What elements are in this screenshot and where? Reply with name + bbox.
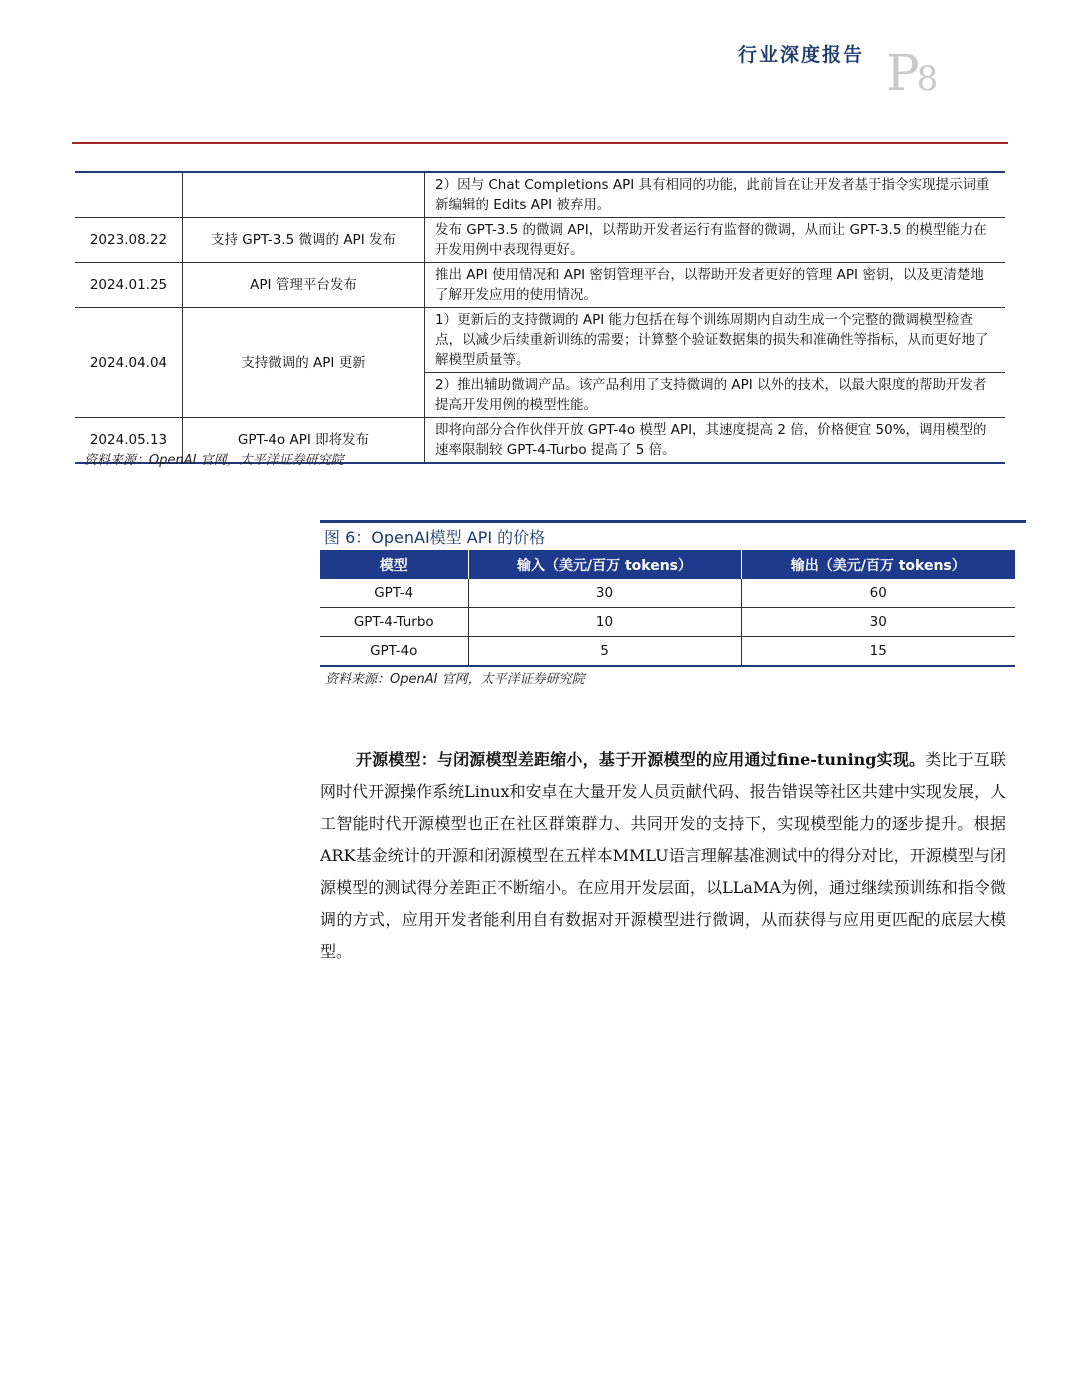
date-cell: 2024.05.13 xyxy=(75,418,183,464)
table-row xyxy=(75,172,1005,218)
page-letter: P xyxy=(886,44,917,102)
figure-title: 图 6：OpenAI模型 API 的价格 xyxy=(324,528,546,547)
table-row xyxy=(320,608,1015,637)
desc-cell: 推出 API 使用情况和 API 密钥管理平台，以帮助开发者更好的管理 API 密钥，以及更清楚地了解开发应用的使用情况。 xyxy=(425,263,1006,308)
date-cell: 2024.01.25 xyxy=(75,263,183,308)
table-source-note: 资料来源：OpenAI 官网，太平洋证券研究院 xyxy=(84,453,344,468)
input-price-cell: 5 xyxy=(468,637,741,667)
desc-cell: 1）更新后的支持微调的 API 能力包括在每个训练周期内自动生成一个完整的微调模型检查点，以减少后续重新训练的需要；计算整个验证数据集的损失和准确性等指标，从而更好地了解模型质量等。 xyxy=(425,308,1006,373)
table-row xyxy=(75,263,1005,308)
paragraph-lead: 开源模型：与闭源模型差距缩小，基于开源模型的应用通过fine-tuning实现。 xyxy=(356,750,926,769)
column-header-input: 输入（美元/百万 tokens） xyxy=(468,550,741,579)
model-cell: GPT-4 xyxy=(320,579,468,608)
event-cell: API 管理平台发布 xyxy=(183,263,425,308)
page-digit: 8 xyxy=(916,59,936,99)
report-header-title: 行业深度报告 xyxy=(737,44,864,66)
output-price-cell: 30 xyxy=(741,608,1015,637)
figure-source-note: 资料来源：OpenAI 官网，太平洋证券研究院 xyxy=(325,672,585,687)
model-cell: GPT-4-Turbo xyxy=(320,608,468,637)
date-cell xyxy=(75,172,183,218)
desc-cell: 2）因与 Chat Completions API 具有相同的功能，此前旨在让开发者基于指令实现提示词重新编辑的 Edits API 被弃用。 xyxy=(425,172,1006,218)
table-row xyxy=(75,308,1005,373)
output-price-cell: 60 xyxy=(741,579,1015,608)
table-row xyxy=(320,637,1015,667)
table-row xyxy=(320,579,1015,608)
page-number xyxy=(886,44,936,102)
input-price-cell: 10 xyxy=(468,608,741,637)
desc-cell: 即将向部分合作伙伴开放 GPT-4o 模型 API，其速度提高 2 倍，价格便宜 50%，调用模型的速率限制较 GPT-4-Turbo 提高了 5 倍。 xyxy=(425,418,1006,464)
column-header-output: 输出（美元/百万 tokens） xyxy=(741,550,1015,579)
figure-6 xyxy=(320,520,1026,667)
header-rule xyxy=(72,142,1008,144)
event-cell xyxy=(183,172,425,218)
model-cell: GPT-4o xyxy=(320,637,468,667)
price-table xyxy=(320,550,1015,667)
input-price-cell: 30 xyxy=(468,579,741,608)
table-row xyxy=(75,218,1005,263)
date-cell: 2024.04.04 xyxy=(75,308,183,418)
desc-cell: 2）推出辅助微调产品。该产品利用了支持微调的 API 以外的技术，以最大限度的帮助开发者提高开发用例的模型性能。 xyxy=(425,373,1006,418)
desc-cell: 发布 GPT-3.5 的微调 API，以帮助开发者运行有监督的微调，从而让 GPT-3.5 的模型能力在开发用例中表现得更好。 xyxy=(425,218,1006,263)
event-cell: 支持微调的 API 更新 xyxy=(183,308,425,418)
column-header-model: 模型 xyxy=(320,550,468,579)
table-header-row xyxy=(320,550,1015,579)
event-cell: 支持 GPT-3.5 微调的 API 发布 xyxy=(183,218,425,263)
paragraph-text: 类比于互联网时代开源操作系统Linux和安卓在大量开发人员贡献代码、报告错误等社区共建中实现发展，人工智能时代开源模型也正在社区群策群力、共同开发的支持下，实现模型能力的逐步提升。根据ARK基金统计的开源和闭源模型在五样本MMLU语言理解基准测试中的得分对比，开源模型与闭源模型的测试得分差距正不断缩小。在应用开发层面，以LLaMA为例，通过继续预训练和指令微调的方式，应用开发者能利用自有数据对开源模型进行微调，从而获得与应用更匹配的底层大模型。 xyxy=(320,750,1006,961)
output-price-cell: 15 xyxy=(741,637,1015,667)
event-cell: GPT-4o API 即将发布 xyxy=(183,418,425,464)
date-cell: 2023.08.22 xyxy=(75,218,183,263)
timeline-table xyxy=(75,171,1005,464)
body-paragraph xyxy=(320,744,1006,968)
